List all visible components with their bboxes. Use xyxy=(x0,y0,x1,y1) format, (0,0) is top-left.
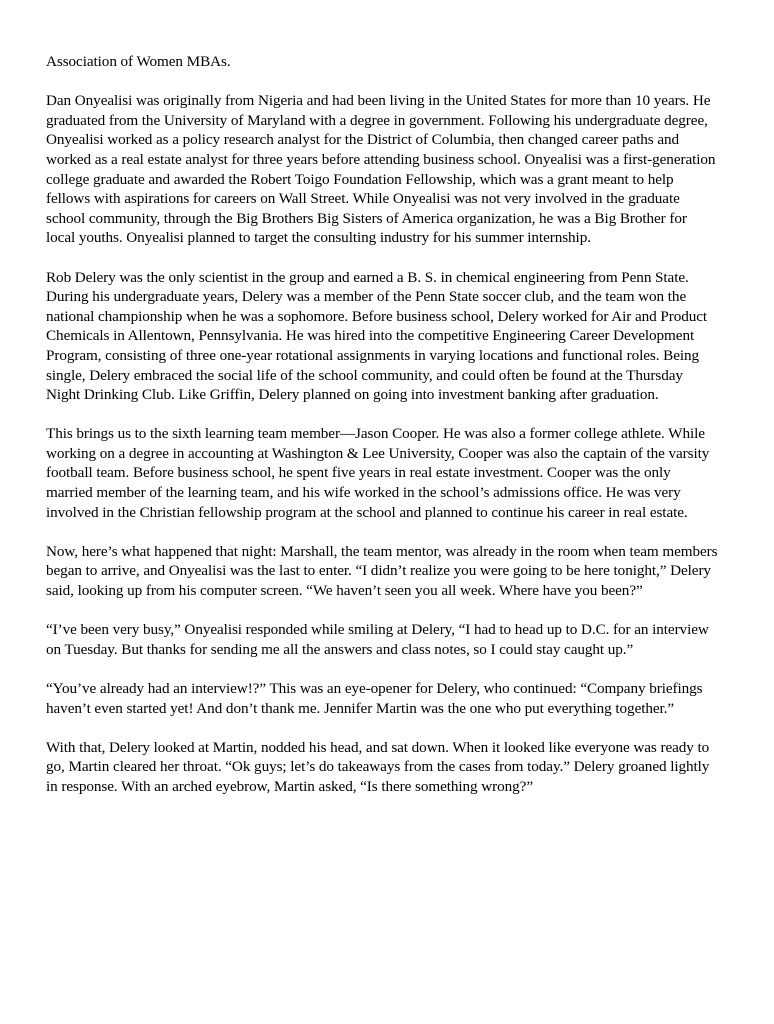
paragraph-martin-takeaways: With that, Delery looked at Martin, nodded his head, and sat down. When it looked like everyone was ready to go, Martin cleared her throat. “Ok guys; let’s do takeaways from the cases from today.” Delery groaned lightly in response. With an arched eyebrow, Martin asked, “Is there something wrong?” xyxy=(46,738,710,795)
paragraph-delery-bio: Rob Delery was the only scientist in the group and earned a B. S. in chemical engineering from Penn State. During his undergraduate years, Delery was a member of the Penn State soccer club, and the team won the national championship when he was a sophomore. Before business school, Delery worked for Air and Product Chemicals in Allentown, Pennsylvania. He was hired into the competitive Engineering Career Development Program, consisting of three one-year rotational assignments in varying locations and functional roles. Being single, Delery embraced the social life of the school community, and could often be found at the Thursday Night Drinking Club. Like Griffin, Delery planned on going into investment banking after graduation. xyxy=(46,268,708,404)
document-page xyxy=(46,52,718,816)
paragraph-that-night: Now, here’s what happened that night: Marshall, the team mentor, was already in the room when team members began to arrive, and Onyealisi was the last to enter. “I didn’t realize you were going to be here tonight,” Delery said, looking up from his computer screen. “We haven’t seen you all week. Where have you been?” xyxy=(46,542,718,600)
paragraph-association-line: Association of Women MBAs. xyxy=(46,53,231,70)
paragraph-onyealisi-bio: Dan Onyealisi was originally from Nigeria and had been living in the United States for more than 10 years. He graduated from the University of Maryland with a degree in government. Following his undergraduate degree, Onyealisi worked as a policy research analyst for the District of Columbia, then changed career paths and worked as a real estate analyst for three years before attending business school. Onyealisi was a first-generation college graduate and awarded the Robert Toigo Foundation Fellowship, which was a grant meant to help fellows with aspirations for careers on Wall Street. While Onyealisi was not very involved in the graduate school community, through the Big Brothers Big Sisters of America organization, he was a Big Brother for local youths. Onyealisi planned to target the consulting industry for his summer internship. xyxy=(46,92,716,247)
paragraph-delery-reply: “You’ve already had an interview!?” This was an eye-opener for Delery, who continued: “Company briefings haven’t even started yet! And don’t thank me. Jennifer Martin was the one who put everything together.” xyxy=(46,680,703,717)
paragraph-onyealisi-response: “I’ve been very busy,” Onyealisi responded while smiling at Delery, “I had to head up to D.C. for an interview on Tuesday. But thanks for sending me all the answers and class notes, so I could stay caught up.” xyxy=(46,621,709,658)
paragraph-cooper-bio: This brings us to the sixth learning team member—Jason Cooper. He was also a former college athlete. While working on a degree in accounting at Washington & Lee University, Cooper was also the captain of the varsity football team. Before business school, he spent five years in real estate investment. Cooper was the only married member of the learning team, and his wife worked in the school’s admissions office. He was very involved in the Christian fellowship program at the school and planned to continue his career in real estate. xyxy=(46,425,710,521)
